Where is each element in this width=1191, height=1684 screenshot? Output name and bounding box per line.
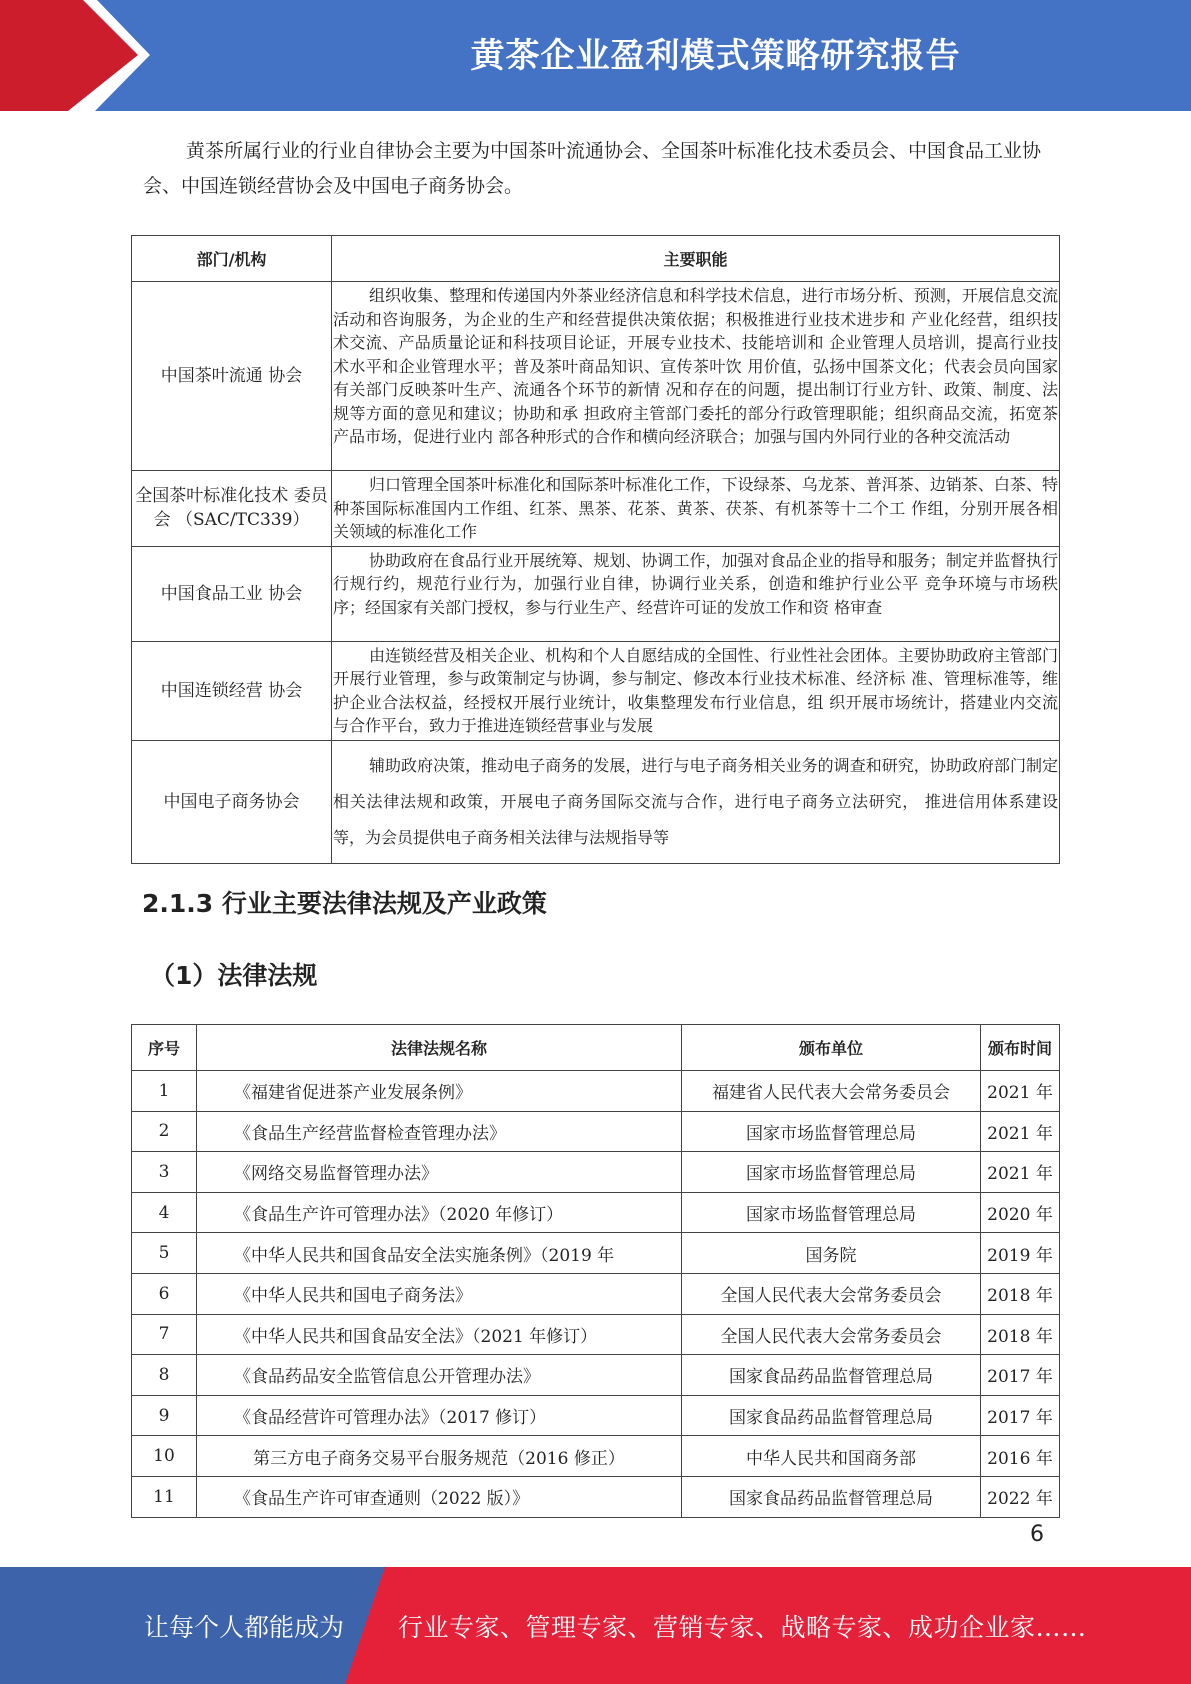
table-header-row bbox=[132, 1025, 1060, 1071]
table-row bbox=[132, 1436, 1060, 1477]
column-header: 主要职能 bbox=[332, 236, 1060, 282]
law-number: 8 bbox=[132, 1355, 197, 1396]
header-arrow-graphic bbox=[0, 0, 240, 111]
law-name: 《食品生产许可审查通则（2022 版）》 bbox=[197, 1476, 682, 1517]
page-header bbox=[0, 0, 1191, 111]
footer-slogan-right: 行业专家、管理专家、营销专家、战略专家、成功企业家…… bbox=[398, 1613, 1087, 1642]
law-name: 第三方电子商务交易平台服务规范（2016 修正） bbox=[197, 1436, 682, 1477]
law-issuer: 国家市场监督管理总局 bbox=[682, 1192, 981, 1233]
law-name: 《食品生产经营监督检查管理办法》 bbox=[197, 1111, 682, 1152]
table-row bbox=[132, 282, 1060, 471]
law-date: 2017 年 bbox=[981, 1355, 1060, 1396]
footer-slogan-left: 让每个人都能成为 bbox=[144, 1613, 345, 1642]
org-duty: 协助政府在食品行业开展统筹、规划、协调工作，加强对食品企业的指导和服务；制定并监督执行行规行约，规范行业行为，加强行业自律，协调行业关系，创造和维护行业公平 竞争环境与市场秩序；经国家有关部门授权，参与行业生产、经营许可证的发放工作和资 格审查 bbox=[332, 546, 1060, 641]
table-row bbox=[132, 1476, 1060, 1517]
law-name: 《食品经营许可管理办法》（2017 修订） bbox=[197, 1395, 682, 1436]
page-footer bbox=[0, 1567, 1191, 1684]
law-date: 2018 年 bbox=[981, 1273, 1060, 1314]
law-issuer: 国家食品药品监督管理总局 bbox=[682, 1476, 981, 1517]
org-duty: 辅助政府决策，推动电子商务的发展，进行与电子商务相关业务的调查和研究，协助政府部门制定相关法律法规和政策，开展电子商务国际交流与合作，进行电子商务立法研究， 推进信用体系建设等，为会员提供电子商务相关法律与法规指导等 bbox=[332, 740, 1060, 863]
law-number: 9 bbox=[132, 1395, 197, 1436]
column-header: 部门/机构 bbox=[132, 236, 332, 282]
table-row bbox=[132, 1314, 1060, 1355]
law-date: 2017 年 bbox=[981, 1395, 1060, 1436]
law-issuer: 中华人民共和国商务部 bbox=[682, 1436, 981, 1477]
law-name: 《中华人民共和国食品安全法实施条例》（2019 年 bbox=[197, 1233, 682, 1274]
associations-table bbox=[131, 235, 1060, 864]
org-name: 中国连锁经营 协会 bbox=[132, 641, 332, 740]
law-number: 5 bbox=[132, 1233, 197, 1274]
law-issuer: 福建省人民代表大会常务委员会 bbox=[682, 1071, 981, 1112]
column-header: 法律法规名称 bbox=[197, 1025, 682, 1071]
law-number: 4 bbox=[132, 1192, 197, 1233]
org-name: 中国食品工业 协会 bbox=[132, 546, 332, 641]
law-issuer: 国家市场监督管理总局 bbox=[682, 1152, 981, 1193]
law-issuer: 全国人民代表大会常务委员会 bbox=[682, 1273, 981, 1314]
org-name: 全国茶叶标准化技术 委员会 （SAC/TC339） bbox=[132, 471, 332, 547]
law-date: 2016 年 bbox=[981, 1436, 1060, 1477]
org-name: 中国茶叶流通 协会 bbox=[132, 282, 332, 471]
table-row bbox=[132, 641, 1060, 740]
table-row bbox=[132, 546, 1060, 641]
org-duty: 组织收集、整理和传递国内外茶业经济信息和科学技术信息，进行市场分析、预测，开展信息交流活动和咨询服务，为企业的生产和经营提供决策依据；积极推进行业技术进步和 产业化经营，组织技术交流、产品质量论证和科技项目论证，开展专业技术、技能培训和 企业管理人员培训，提高行业技术水平和企业管理水平；普及茶叶商品知识、宣传茶叶饮 用价值，弘扬中国茶文化；代表会员向国家有关部门反映茶叶生产、流通各个环节的新情 况和存在的问题，提出制订行业方针、政策、制度、法规等方面的意见和建议；协助和承 担政府主管部门委托的部分行政管理职能；组织商品交流，拓宽茶产品市场，促进行业内 部各种形式的合作和横向经济联合；加强与国内外同行业的各种交流活动 bbox=[332, 282, 1060, 471]
org-duty: 归口管理全国茶叶标准化和国际茶叶标准化工作，下设绿茶、乌龙茶、普洱茶、边销茶、白茶、特种茶国际标准国内工作组、红茶、黑茶、花茶、黄茶、茯茶、有机茶等十二个工 作组，分别开展各相关领域的标准化工作 bbox=[332, 471, 1060, 547]
column-header: 颁布时间 bbox=[981, 1025, 1060, 1071]
table-header-row bbox=[132, 236, 1060, 282]
law-date: 2020 年 bbox=[981, 1192, 1060, 1233]
table-row bbox=[132, 740, 1060, 863]
org-duty: 由连锁经营及相关企业、机构和个人自愿结成的全国性、行业性社会团体。主要协助政府主管部门开展行业管理，参与政策制定与协调，参与制定、修改本行业技术标准、经济标 准、管理标准等，维护企业合法权益，经授权开展行业统计，收集整理发布行业信息，组 织开展市场统计，搭建业内交流与合作平台，致力于推进连锁经营事业与发展 bbox=[332, 641, 1060, 740]
report-title: 黄茶企业盈利模式策略研究报告 bbox=[470, 36, 961, 76]
law-number: 11 bbox=[132, 1476, 197, 1517]
law-number: 10 bbox=[132, 1436, 197, 1477]
law-number: 6 bbox=[132, 1273, 197, 1314]
law-date: 2021 年 bbox=[981, 1152, 1060, 1193]
law-date: 2018 年 bbox=[981, 1314, 1060, 1355]
law-name: 《网络交易监督管理办法》 bbox=[197, 1152, 682, 1193]
section-heading: 2.1.3 行业主要法律法规及产业政策 bbox=[142, 889, 547, 918]
law-name: 《食品生产许可管理办法》（2020 年修订） bbox=[197, 1192, 682, 1233]
law-name: 《食品药品安全监管信息公开管理办法》 bbox=[197, 1355, 682, 1396]
subsection-heading: （1）法律法规 bbox=[150, 961, 318, 990]
law-issuer: 国家食品药品监督管理总局 bbox=[682, 1355, 981, 1396]
table-row bbox=[132, 1355, 1060, 1396]
law-date: 2021 年 bbox=[981, 1071, 1060, 1112]
law-number: 2 bbox=[132, 1111, 197, 1152]
law-issuer: 国家市场监督管理总局 bbox=[682, 1111, 981, 1152]
table-row bbox=[132, 1192, 1060, 1233]
table-row bbox=[132, 1111, 1060, 1152]
column-header: 序号 bbox=[132, 1025, 197, 1071]
law-issuer: 国务院 bbox=[682, 1233, 981, 1274]
law-name: 《中华人民共和国电子商务法》 bbox=[197, 1273, 682, 1314]
law-name: 《中华人民共和国食品安全法》（2021 年修订） bbox=[197, 1314, 682, 1355]
intro-paragraph: 黄茶所属行业的行业自律协会主要为中国茶叶流通协会、全国茶叶标准化技术委员会、中国食品工业协会、中国连锁经营协会及中国电子商务协会。 bbox=[143, 140, 1042, 197]
law-issuer: 全国人民代表大会常务委员会 bbox=[682, 1314, 981, 1355]
column-header: 颁布单位 bbox=[682, 1025, 981, 1071]
law-date: 2021 年 bbox=[981, 1111, 1060, 1152]
table-row bbox=[132, 1273, 1060, 1314]
table-row bbox=[132, 471, 1060, 547]
law-number: 3 bbox=[132, 1152, 197, 1193]
law-date: 2022 年 bbox=[981, 1476, 1060, 1517]
law-issuer: 国家食品药品监督管理总局 bbox=[682, 1395, 981, 1436]
law-number: 1 bbox=[132, 1071, 197, 1112]
table-row bbox=[132, 1233, 1060, 1274]
page-number: 6 bbox=[1030, 1522, 1044, 1547]
table-row bbox=[132, 1071, 1060, 1112]
table-row bbox=[132, 1395, 1060, 1436]
law-date: 2019 年 bbox=[981, 1233, 1060, 1274]
laws-table bbox=[131, 1024, 1060, 1518]
law-name: 《福建省促进茶产业发展条例》 bbox=[197, 1071, 682, 1112]
org-name: 中国电子商务协会 bbox=[132, 740, 332, 863]
law-number: 7 bbox=[132, 1314, 197, 1355]
table-row bbox=[132, 1152, 1060, 1193]
